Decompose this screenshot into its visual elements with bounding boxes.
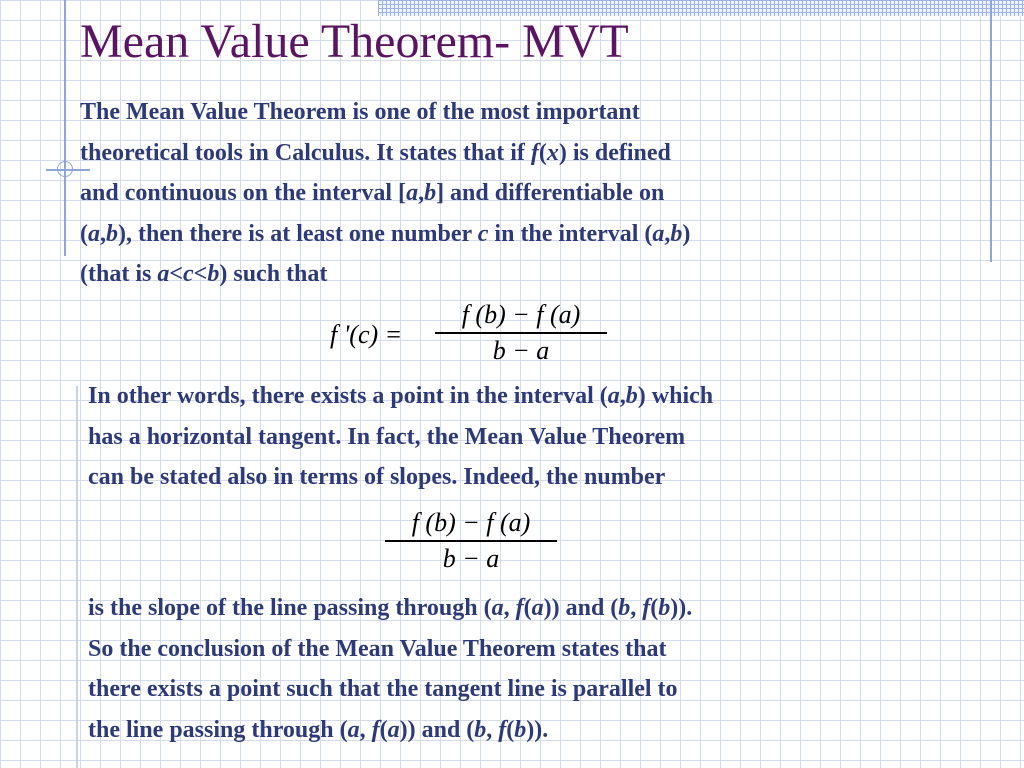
paragraph-line: has a horizontal tangent. In fact, the Mean Value Theorem	[88, 423, 686, 450]
content-left-rule	[76, 386, 78, 768]
paragraph-line: The Mean Value Theorem is one of the most important	[80, 99, 640, 125]
right-vertical-rule	[990, 0, 992, 262]
slope-fraction	[385, 508, 557, 574]
slope-denominator: b − a	[442, 543, 500, 573]
paragraph-line: the line passing through (a, f(a)) and (b, f(b)).	[88, 716, 549, 743]
left-lower-vertical-rule	[64, 176, 66, 256]
formula-mvt	[330, 300, 630, 380]
paragraph-conclusion	[88, 588, 988, 750]
paragraph-line: can be stated also in terms of slopes. Indeed, the number	[88, 464, 666, 490]
decorative-ring-icon	[57, 161, 73, 177]
fraction-bar	[435, 332, 607, 334]
paragraph-line: and continuous on the interval [a,b] and differentiable on	[80, 180, 665, 206]
fraction-bar	[385, 540, 557, 542]
paragraph-line: (a,b), then there is at least one number c in the interval (a,b)	[80, 220, 691, 247]
paragraph-definition	[80, 92, 980, 295]
formula-numerator: f (b) − f (a)	[461, 300, 581, 329]
paragraph-line: is the slope of the line passing through (a, f(a)) and (b, f(b)).	[88, 595, 693, 621]
slide-title: Mean Value Theorem- MVT	[80, 15, 629, 68]
paragraph-line: (that is a<c<b) such that	[80, 261, 328, 287]
paragraph-line: In other words, there exists a point in the interval (a,b) which	[88, 383, 714, 409]
slope-numerator: f (b) − f (a)	[411, 508, 531, 537]
paragraph-explanation	[88, 376, 988, 498]
paragraph-line: So the conclusion of the Mean Value Theorem states that	[88, 635, 667, 662]
formula-denominator: b − a	[492, 335, 550, 365]
formula-lhs: f '(c) =	[330, 320, 403, 349]
formula-fraction	[435, 300, 607, 366]
paragraph-line: there exists a point such that the tangent line is parallel to	[88, 676, 678, 702]
formula-slope	[385, 508, 560, 588]
paragraph-line: theoretical tools in Calculus. It states that if f(x) is defined	[80, 139, 671, 166]
